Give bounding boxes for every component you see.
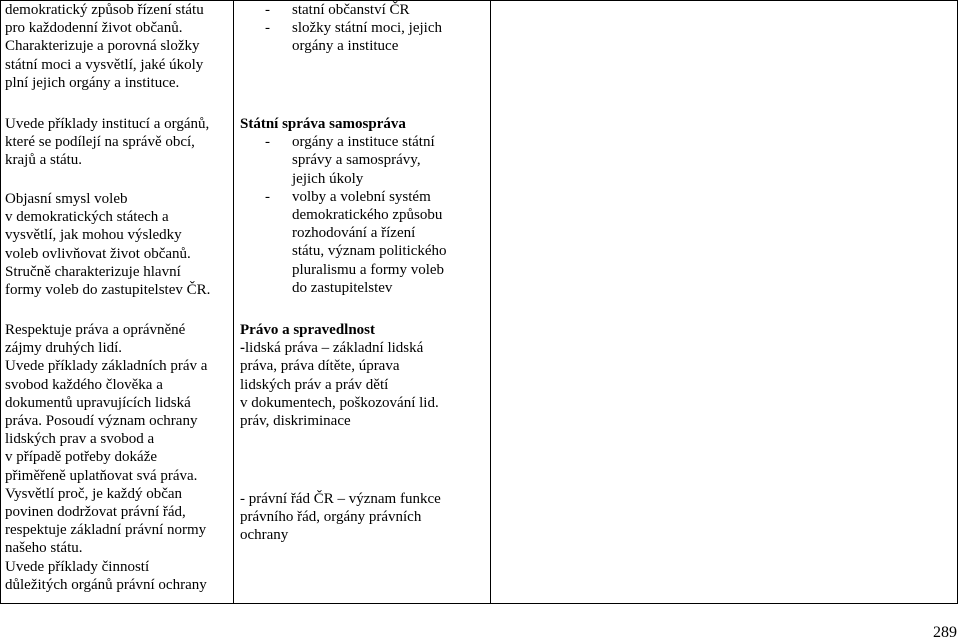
objective-line: voleb ovlivňovat život občanů. xyxy=(5,245,191,262)
column-divider-1 xyxy=(233,0,234,604)
objective-line: Charakterizuje a porovná složky xyxy=(5,38,200,55)
rights-line-first xyxy=(240,339,470,357)
rights-line-text: lidská práva – základní lidská xyxy=(245,340,424,357)
col1-block-2 xyxy=(5,115,229,170)
objective-line: Respektuje práva a oprávněné xyxy=(5,322,186,338)
objective-line: práva. Posoudí význam ochrany xyxy=(5,413,198,430)
list-item-line: volby a volební systém xyxy=(292,188,431,205)
objective-line: v případě potřeby dokáže xyxy=(5,449,158,466)
list-item-line: správy a samosprávy, xyxy=(292,152,421,169)
topic-line: práv, diskriminace xyxy=(240,413,351,430)
objective-line: dokumentů upravujících lidská xyxy=(5,394,191,411)
col1-block-3 xyxy=(5,190,229,299)
objective-line: Stručně charakterizuje hlavní xyxy=(5,263,181,280)
list-item-line: složky státní moci, jejich xyxy=(292,20,442,37)
column-divider-2 xyxy=(490,0,491,604)
objective-line: povinen dodržovat právní řád, xyxy=(5,504,186,521)
rights-line-dash: - xyxy=(240,340,245,357)
dash-list-item xyxy=(240,1,470,19)
table-bottom-border-right xyxy=(233,603,958,604)
topic-line: - právní řád ČR – význam funkce xyxy=(240,491,441,507)
list-item-line: rozhodování a řízení xyxy=(292,225,416,242)
col1-block-4 xyxy=(5,321,229,594)
dash-bullet: - xyxy=(265,134,270,151)
col2-section-1 xyxy=(240,115,470,297)
table-right-border xyxy=(957,0,958,604)
dash-list-item xyxy=(240,133,470,188)
topic-line: práva, práva dítěte, úprava xyxy=(240,358,400,375)
section-heading-statni-sprava: Státní správa samospráva xyxy=(240,116,406,132)
dash-list-item xyxy=(240,19,470,55)
objective-line: lidských prav a svobod a xyxy=(5,431,155,448)
objective-line: pro každodenní život občanů. xyxy=(5,20,183,37)
objective-line: které se podílejí na správě obcí, xyxy=(5,134,195,151)
objective-line: vysvětlí, jak mohou výsledky xyxy=(5,227,182,244)
objective-line: státní moci a vysvětlí, jaké úkoly xyxy=(5,56,204,73)
topic-line: ochrany xyxy=(240,527,289,544)
objective-line: svobod každého člověka a xyxy=(5,376,163,393)
topic-line: lidských práv a práv dětí xyxy=(240,376,389,393)
dash-bullet: - xyxy=(265,188,270,205)
col2-section-2 xyxy=(240,321,470,430)
rights-lines xyxy=(240,357,470,430)
list-item-line: pluralismu a formy voleb xyxy=(292,261,445,278)
dash-list-item xyxy=(240,188,470,297)
list-item-line: demokratického způsobu xyxy=(292,207,443,224)
topic-line: právního řád, orgány právních xyxy=(240,509,422,526)
dash-bullet: - xyxy=(265,2,270,18)
objective-line: našeho státu. xyxy=(5,540,83,557)
objective-line: Uvede příklady základních práv a xyxy=(5,358,208,375)
col2-top-list xyxy=(240,1,470,56)
table-bottom-border xyxy=(0,603,233,604)
list-item-line: orgány a instituce xyxy=(292,38,399,55)
top-dash-list xyxy=(240,1,470,56)
section-1-dash-list xyxy=(240,133,470,297)
objective-line: Vysvětlí proč, je každý občan xyxy=(5,485,183,502)
table-left-border xyxy=(0,0,1,604)
objective-line: plní jejich orgány a instituce. xyxy=(5,74,180,91)
objective-line: důležitých orgánů právní ochrany xyxy=(5,576,207,593)
objective-line: formy voleb do zastupitelstev ČR. xyxy=(5,282,211,299)
col1-block-1 xyxy=(5,1,229,92)
objective-line: přiměřeně uplatňovat svá práva. xyxy=(5,467,198,484)
objective-line: respektuje základní právní normy xyxy=(5,522,207,539)
topic-line: v dokumentech, poškozování lid. xyxy=(240,394,439,411)
section-heading-pravo: Právo a spravedlnost xyxy=(240,322,375,338)
objective-line: demokratický způsob řízení státu xyxy=(5,2,204,18)
list-item-line: do zastupitelstev xyxy=(292,279,393,296)
list-item-line: orgány a instituce státní xyxy=(292,134,435,151)
objective-line: krajů a státu. xyxy=(5,152,83,169)
objective-line: Uvede příklady činností xyxy=(5,558,150,575)
col2-section-3 xyxy=(240,490,470,545)
list-item-line: jejich úkoly xyxy=(292,170,364,187)
objective-line: v demokratických státech a xyxy=(5,209,169,226)
objective-line: Objasní smysl voleb xyxy=(5,191,128,207)
page-number: 289 xyxy=(933,624,957,641)
list-item-line: statní občanství ČR xyxy=(292,2,410,18)
dash-bullet: - xyxy=(265,20,270,37)
objective-line: zájmy druhých lidí. xyxy=(5,340,123,357)
objective-line: Uvede příklady institucí a orgánů, xyxy=(5,116,210,132)
list-item-line: státu, význam politického xyxy=(292,243,447,260)
